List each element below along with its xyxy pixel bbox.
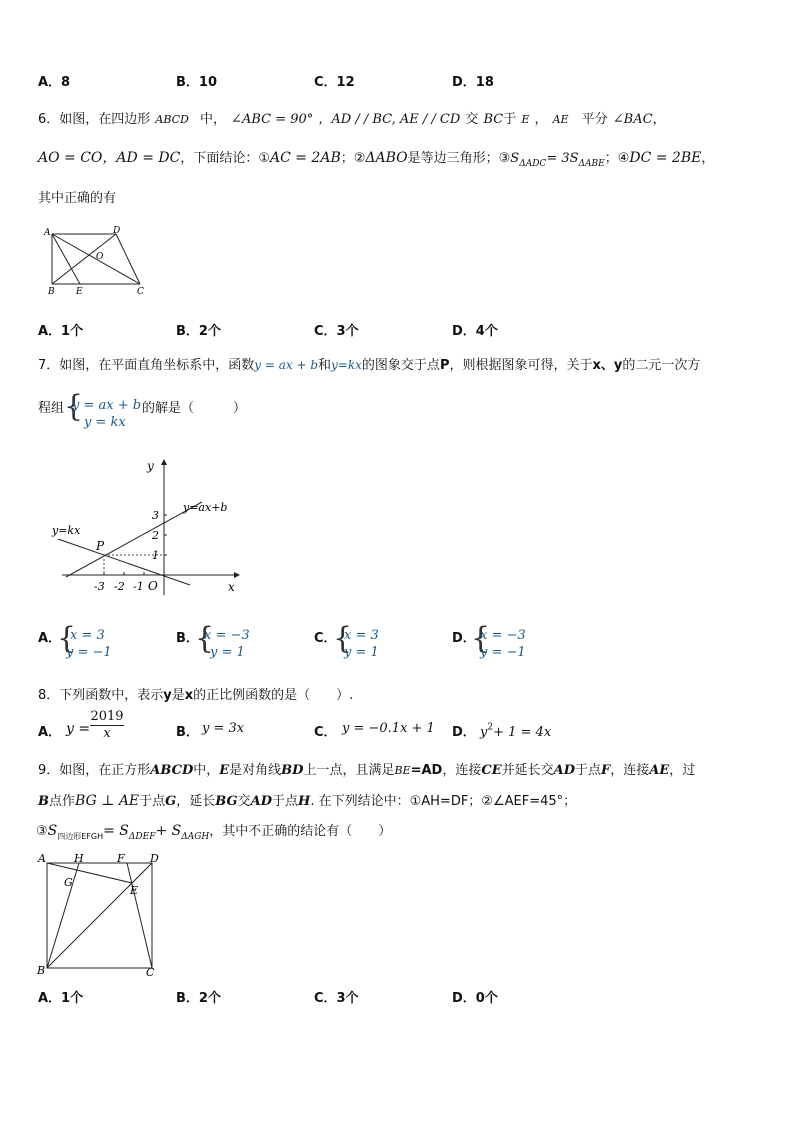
q9-l3-circ: ③ [36,824,48,839]
q8-option-a-numerator: 2019 [90,709,124,724]
q7-option-d-letter: D． [452,631,476,646]
q9-l1-g: 于点 [575,763,602,778]
q9-l3-a: ，其中不正确的结论有（ ） [209,824,392,839]
q6-zhong: 中， [199,112,226,127]
q9-fig-label-c: C [146,966,155,979]
q8-stem [38,684,353,703]
q7-option-b-y: y = 1 [210,645,245,660]
q7-option-c-y: y = 1 [344,645,379,660]
q6-c3-sub2: ΔABE [578,159,605,170]
q9-l1-h: ，连接 [610,763,650,778]
q9-line2 [38,790,576,809]
q7-xtick-1: -1 [133,580,144,593]
q7-xtick-2: -2 [114,580,125,593]
q8-option-d-rest: + 1 = 4x [493,725,552,740]
q6-fig-label-d: D [113,226,121,236]
q9-l1-ad: =AD [410,763,443,778]
q7-line1 [38,354,700,373]
q9-l1-c: 是对角线 [229,763,282,778]
q7-option-b-x: x = −3 [204,628,250,643]
q7-line1-label: y=ax+b [183,501,228,514]
q9-l2-B: B [38,794,49,809]
q8-stem-c: 的正比例函数的是（ ）. [193,688,354,703]
q6-fig-label-b: B [48,287,55,297]
q9-l1-d: 上一点，且满足 [303,763,395,778]
q8-stem-b: 是 [171,688,185,703]
q9-fig-label-e: E [130,884,139,897]
q6-bac: ∠BAC [612,112,653,127]
q8-option-d-expr [480,721,551,740]
q8-option-c-letter: C． [314,725,337,740]
q7-system-brace: { [64,389,84,424]
q6-c4: DC = 2BE [629,150,702,166]
q6-c2b: ΔABO [365,150,408,166]
q7-f2: y=kx [331,358,362,372]
q7-text-a: 7．如图，在平面直角坐标系中，函数 [38,358,255,373]
q6-line2: AO = CO，AD = DC，下面结论：①AC = 2AB；②ΔABO是等边三角形；$③S_{\Delta ADC}= 3S_{\Delta ABE}$；④DC = 2BE， [38,150,715,170]
q7-f1: y = ax + b [254,358,319,372]
q9-fig-label-g: G [64,876,73,889]
q8-stem-a: 8．下列函数中，表示 [38,688,164,703]
q9-l1-e: E [219,763,230,778]
q7-xtick-3: -3 [94,580,105,593]
q5-option-d: D．18 [452,75,494,90]
q9-l1-F: F [601,763,611,778]
q6-fig-label-o: O [96,252,104,262]
q8-option-d-exp: 2 [487,722,494,733]
q7-ytick-1: 1 [152,549,159,562]
q7-system-eq2: y = kx [84,415,126,430]
q7-origin-label: O [148,579,158,593]
q5-option-b: B．10 [176,75,217,90]
q9-option-b: B．2个 [176,991,221,1006]
q9-figure [36,852,166,980]
q6-option-c: C．3个 [314,324,359,339]
q7-line2-a: 程组 [38,401,65,416]
q9-fig-label-h: H [74,852,84,865]
q9-option-a: A．1个 [38,991,84,1006]
q9-l3-sub3: ΔAGH [181,832,210,843]
q6-e: E [521,113,530,126]
q6-fig-label-e: E [76,287,83,297]
q9-l2-b: 于点 [139,794,166,809]
q7-text-b: 的图象交于点 [361,358,440,373]
q6-line3: 其中正确的有 [38,191,117,206]
q8-option-d-y: y [480,725,488,740]
q7-option-c-brace: { [333,621,353,656]
q9-l3-s: S [47,823,58,839]
q9-l3-sub2: ΔDEF [128,832,156,843]
q7-he: 和 [318,358,332,373]
q7-line2-b: 的解是（ ） [142,401,247,416]
q7-ytick-2: 2 [152,529,159,542]
q6-fig-label-c: C [137,287,144,297]
q9-l3-eq: = S [103,823,129,839]
q7-option-a-x: x = 3 [70,628,105,643]
q7-line-kx [58,539,190,585]
q9-fig-label-d: D [150,852,159,865]
q9-l1-ad2: AD [553,763,575,778]
q9-l2-d: 交 [237,794,251,809]
q7-option-a-brace: { [57,621,77,656]
q7-graph [44,455,244,600]
q7-option-d-brace: { [471,621,491,656]
q9-l1-abcd: ABCD [150,763,194,778]
q8-option-a-lhs: y = [66,721,91,737]
q9-fig-label-f: F [117,852,125,865]
q6-c1: AC = 2AB [269,150,341,166]
q7-point-label: P [96,539,105,553]
q9-l1-i: ，过 [669,763,696,778]
q9-l1-f: 并延长交 [501,763,554,778]
q9-l3-plus: + S [155,823,182,839]
q6-c2c: 是等边三角形；③ [407,151,511,166]
q9-option-d: D．0个 [452,991,498,1006]
q9-l2-a: 点作 [49,794,76,809]
q9-l1-ae: AE [649,763,670,778]
q8-option-c-expr: y = −0.1x + 1 [342,721,435,736]
q9-l2-G: G [165,794,177,809]
q9-l1-be: BE [394,764,411,777]
q6-figure [36,222,156,302]
q6-c2a: ；② [340,151,366,166]
q7-y-label: y [147,459,154,473]
q7-line2-label: y=kx [52,524,81,537]
q8-option-d-letter: D． [452,725,476,740]
q9-line1 [38,759,695,778]
q9-l2-bg2: BG [215,794,238,809]
q8-stem-y: y [163,688,172,703]
q9-l1-a: 9．如图，在正方形 [38,763,151,778]
q6-conclusion-intro: ，下面结论：① [180,151,270,166]
q7-p: P [439,358,450,373]
q7-xy: x、y [592,358,623,373]
q9-l2-f: . 在下列结论中：①AH=DF；②∠AEF=45°； [310,794,577,809]
q8-stem-x: x [184,688,194,703]
q9-l1-b: 中， [193,763,220,778]
q7-x-label: x [228,580,235,594]
q9-l2-c: ，延长 [176,794,216,809]
q6-ae: AE [552,113,569,126]
q9-l2-ad: AD [250,794,273,809]
q6-parallel: ，AD / / BC, AE / / CD [318,112,461,127]
q6-yu: 于 [503,112,517,127]
q9-option-c: C．3个 [314,991,359,1006]
q6-eq1: AO = CO，AD = DC [38,150,181,166]
q9-l1-bd: BD [281,763,304,778]
q8-option-a-denominator: x [103,726,111,741]
q5-option-c: C．12 [314,75,355,90]
q9-l2-H: H [298,794,311,809]
q6-c3-sub: ΔADC [519,159,547,170]
q9-l1-ce: CE [481,763,502,778]
q7-system-eq1: y = ax + b [72,398,142,413]
q6-option-a: A．1个 [38,324,84,339]
q6-jiao: 交 [465,112,479,127]
q9-l2-bg: BG ⊥ AE [75,793,140,809]
q9-l3-sub1: 四边形EFGH [57,832,104,842]
q7-text-d: 的二元一次方 [622,358,701,373]
q6-c4a: ；④ [604,151,630,166]
q6-option-d: D．4个 [452,324,498,339]
q9-line3 [36,820,391,842]
q8-option-b-letter: B． [176,725,199,740]
q9-fig-label-b: B [37,964,46,977]
q7-text-c: ，则根据图象可得，关于 [449,358,593,373]
q9-fig-label-a: A [38,852,46,865]
q7-option-d-y: y = −1 [480,645,526,660]
q8-option-a-letter: A． [38,725,62,740]
q7-option-b-letter: B． [176,631,199,646]
q6-pingfen: 平分 [581,112,608,127]
q7-option-a-y: y = −1 [66,645,112,660]
q6-c3: S [510,151,520,166]
q6-c3eq: = 3S [546,151,579,166]
q6-bc: BC [483,112,504,127]
q6-angle: ∠ABC = 90° [231,112,314,127]
q7-option-b-brace: { [195,621,215,656]
q5-option-a: A．8 [38,75,71,90]
q7-option-d-x: x = −3 [480,628,526,643]
q8-option-b-expr: y = 3x [202,721,245,736]
q7-ytick-3: 3 [152,509,159,522]
q8-option-a-fraction [90,709,124,741]
q6-prefix: 6．如图，在四边形 [38,112,151,127]
q6-quad: ABCD [155,113,189,126]
q9-l1-e2: ，连接 [442,763,482,778]
q6-option-b: B．2个 [176,324,221,339]
q7-option-c-letter: C． [314,631,337,646]
q7-option-c-x: x = 3 [344,628,379,643]
q9-l2-e: 于点 [272,794,299,809]
q6-line1: 6．如图，在四边形 ABCD 中， ∠ABC = 90° ，AD / / BC, AE / / CD 交 BC于 E ， AE 平分 ∠BAC， [38,112,666,127]
q7-option-a-letter: A． [38,631,62,646]
q6-fig-label-a: A [44,228,51,238]
